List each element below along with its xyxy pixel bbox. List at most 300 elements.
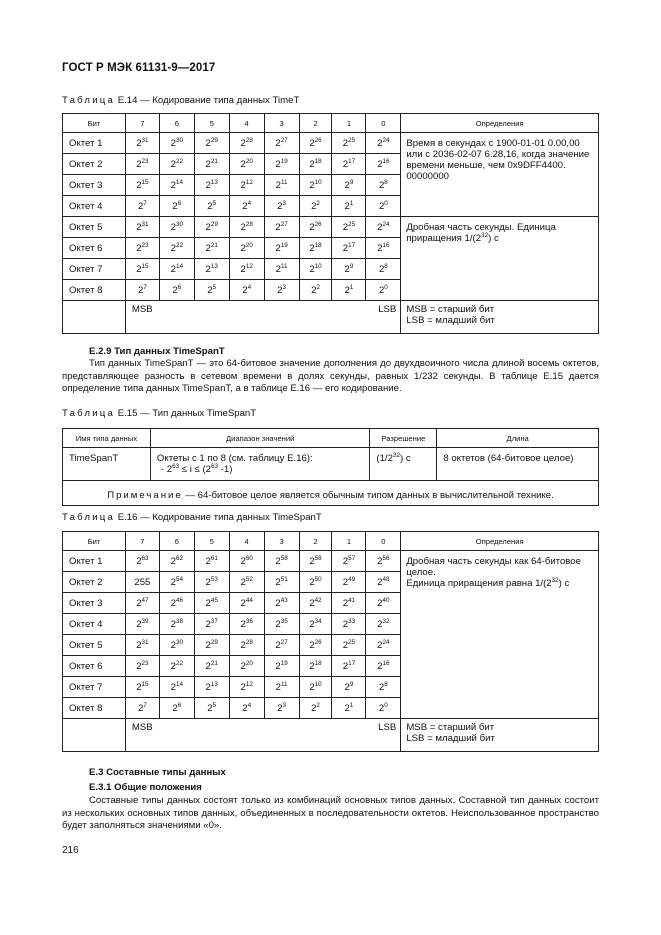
cell-value-range: [150, 448, 369, 481]
bit-weight-cell: $2^6$: [159, 698, 194, 719]
definition-text-increment: [406, 578, 595, 589]
bit-weight-cell: $2^9$: [332, 175, 366, 196]
bit-weight-exponent: 11: [280, 680, 288, 688]
bit-weight-exponent: 43: [280, 596, 288, 604]
bit-weight-cell: $2^{20}$: [229, 238, 264, 259]
table-e16: [62, 531, 599, 752]
column-header-bit-6: 6: [159, 532, 194, 551]
octet-label: Октет 5: [63, 635, 126, 656]
section-heading-e29: Е.2.9 Тип данных TimeSpanT: [89, 346, 225, 357]
table-e16-caption-prefix: Таблица: [62, 512, 116, 523]
column-header-bit: Бит: [63, 114, 126, 133]
bit-weight-cell: $2^9$: [332, 259, 366, 280]
bit-weight-exponent: 4: [247, 283, 252, 291]
bit-weight-exponent: 12: [245, 178, 253, 186]
table-e15-caption-prefix: Таблица: [62, 408, 116, 419]
octet-label: Октет 8: [63, 698, 126, 719]
octet-label: Октет 2: [63, 572, 126, 593]
bit-weight-exponent: 8: [384, 178, 388, 186]
column-header-bit-1: 1: [332, 532, 366, 551]
bit-weight-cell: $2^{19}$: [264, 154, 299, 175]
table-e14-caption: [62, 95, 299, 106]
bit-weight-cell: $2^{27}$: [264, 635, 299, 656]
table-e16-caption-text: Е.16 — Кодирование типа данных TimeSpanT: [117, 512, 322, 523]
bit-weight-exponent: 35: [280, 617, 288, 625]
bit-weight-cell: $2^{29}$: [194, 133, 229, 154]
bit-weight-exponent: 31: [141, 220, 149, 228]
bit-weight-exponent: 12: [245, 680, 253, 688]
column-header-bit-4: 4: [229, 114, 264, 133]
bit-weight-cell: $2^7$: [125, 196, 159, 217]
bit-weight-cell: $2^{19}$: [264, 238, 299, 259]
bit-weight-cell: $2^{63}$: [125, 551, 159, 572]
bit-weight-exponent: 33: [348, 617, 356, 625]
bit-weight-cell: $2^{17}$: [332, 656, 366, 677]
bit-weight-cell: $2^{24}$: [366, 635, 401, 656]
bit-weight-exponent: 20: [245, 659, 253, 667]
bit-weight-cell: $2^{18}$: [299, 656, 332, 677]
column-header-bit-0: 0: [366, 114, 401, 133]
definition-text: Время в секундах с 1900-01-01 0.00,00 или с 2036-02-07 6.28,16, когда значение времени меньше, чем 0x9DFF4400. 00000000: [406, 138, 590, 182]
column-header-value-range: Диапазон значений: [150, 429, 369, 448]
bit-weight-exponent: 62: [175, 554, 183, 562]
bit-weight-cell: $2^{57}$: [332, 551, 366, 572]
bit-weight-exponent: 9: [349, 178, 354, 186]
bit-weight-cell: $2^{49}$: [332, 572, 366, 593]
bit-weight-cell: $2^{45}$: [194, 593, 229, 614]
bit-weight-cell: $2^{46}$: [159, 593, 194, 614]
bit-weight-exponent: 4: [247, 199, 252, 207]
bit-weight-cell: $2^{20}$: [229, 656, 264, 677]
page-number: 216: [62, 845, 79, 856]
bit-weight-exponent: 58: [314, 554, 322, 562]
bit-weight-exponent: 7: [143, 701, 147, 709]
range-exponent-2: 63: [211, 463, 219, 470]
bit-weight-cell: $2^{36}$: [229, 614, 264, 635]
bit-weight-exponent: 29: [210, 136, 218, 144]
bit-weight-exponent: 14: [175, 680, 183, 688]
bit-weight-exponent: 42: [314, 596, 322, 604]
bit-weight-cell: $2^7$: [125, 280, 159, 301]
definition-part-a: Дробная часть секунды. Единица приращения 1/(2: [406, 222, 556, 244]
msb-label: MSB: [131, 304, 153, 315]
bit-weight-exponent: 61: [210, 554, 218, 562]
bit-weight-cell: $2^{43}$: [264, 593, 299, 614]
bit-weight-cell: $2^{16}$: [366, 154, 401, 175]
bit-weight-cell: $2^2$: [299, 280, 332, 301]
bit-weight-cell: $2^{15}$: [125, 175, 159, 196]
bit-weight-exponent: 3: [282, 701, 286, 709]
bit-weight-exponent: 39: [141, 617, 149, 625]
definition-part-a: Единица приращения равна 1/(2: [406, 578, 552, 589]
bit-weight-exponent: 16: [382, 241, 390, 249]
octet-label: Октет 4: [63, 614, 126, 635]
bit-weight-cell: $2^{60}$: [229, 551, 264, 572]
bit-weight-exponent: 22: [175, 659, 183, 667]
msb-lsb-cell: [125, 719, 400, 752]
column-header-bit-5: 5: [194, 532, 229, 551]
bit-weight-exponent: 28: [245, 136, 253, 144]
bit-weight-exponent: 27: [280, 136, 288, 144]
range-part-b: ≤ i ≤ (2: [179, 464, 211, 475]
bit-weight-cell: $2^3$: [264, 698, 299, 719]
octet-label: Октет 4: [63, 196, 126, 217]
bit-weight-cell: $2^{16}$: [366, 238, 401, 259]
bit-weight-cell: $2^{33}$: [332, 614, 366, 635]
bit-weight-exponent: 9: [349, 262, 354, 270]
bit-weight-cell: $2^{24}$: [366, 217, 401, 238]
bit-weight-cell: $2^{56}$: [366, 551, 401, 572]
table-e15-header-row: [63, 429, 599, 448]
range-exponent-1: 63: [172, 463, 180, 470]
cell-type-name: TimeSpanT: [63, 448, 151, 481]
bit-weight-exponent: 48: [382, 575, 390, 583]
bit-weight-exponent: 34: [314, 617, 322, 625]
value-range-line-2: [157, 464, 363, 475]
column-header-bit-6: 6: [159, 114, 194, 133]
bit-weight-exponent: 1: [349, 701, 354, 709]
bit-weight-cell: $2^1$: [332, 196, 366, 217]
bit-weight-cell: $2^{13}$: [194, 259, 229, 280]
bit-weight-cell: $2^7$: [125, 698, 159, 719]
bit-weight-exponent: 29: [210, 638, 218, 646]
bit-weight-cell: $2^1$: [332, 280, 366, 301]
bit-weight-cell: $2^8$: [366, 259, 401, 280]
bit-weight-exponent: 26: [314, 220, 322, 228]
bit-weight-cell: $2^{37}$: [194, 614, 229, 635]
bit-weight-cell: $2^2$: [299, 196, 332, 217]
bit-weight-exponent: 13: [210, 262, 218, 270]
column-header-bit-4: 4: [229, 532, 264, 551]
bit-weight-exponent: 19: [280, 241, 288, 249]
bit-weight-cell: $2^{39}$: [125, 614, 159, 635]
bit-weight-cell: $2^{28}$: [229, 635, 264, 656]
table-e14: [62, 113, 599, 334]
definition-cell: [401, 133, 599, 217]
bit-weight-exponent: 60: [245, 554, 253, 562]
definition-part-b: ) с: [558, 578, 570, 589]
bit-weight-cell: $2^{23}$: [125, 656, 159, 677]
bit-weight-cell: $2^{42}$: [299, 593, 332, 614]
bit-weight-exponent: 14: [175, 262, 183, 270]
table-row: [63, 448, 599, 481]
msb-lsb-definition: [401, 719, 599, 752]
bit-weight-cell: $2^{10}$: [299, 175, 332, 196]
bit-weight-cell: $2^{20}$: [229, 154, 264, 175]
bit-weight-cell: $2^{12}$: [229, 259, 264, 280]
bit-weight-cell: $2^{12}$: [229, 677, 264, 698]
bit-weight-exponent: 46: [175, 596, 183, 604]
bit-weight-cell: $2^{29}$: [194, 635, 229, 656]
column-header-bit-3: 3: [264, 532, 299, 551]
octet-label: Октет 6: [63, 656, 126, 677]
octet-label: Октет 1: [63, 551, 126, 572]
bit-weight-exponent: 30: [175, 220, 183, 228]
range-part-a: - 2: [160, 464, 173, 475]
bit-weight-cell: $2^{14}$: [159, 677, 194, 698]
table-e15: [62, 428, 599, 506]
octet-label: Октет 8: [63, 280, 126, 301]
bit-weight-cell: $2^5$: [194, 698, 229, 719]
bit-weight-exponent: 25: [348, 220, 356, 228]
bit-weight-exponent: 2: [316, 701, 320, 709]
bit-weight-exponent: 17: [348, 157, 356, 165]
bit-weight-cell: $2^{18}$: [299, 154, 332, 175]
bit-weight-cell: $2^{31}$: [125, 133, 159, 154]
column-header-bit-5: 5: [194, 114, 229, 133]
bit-weight-exponent: 5: [212, 199, 217, 207]
msb-definition: MSB = старший бит: [406, 722, 495, 733]
table-e14-body: [63, 133, 599, 334]
bit-weight-cell: $2^{13}$: [194, 175, 229, 196]
bit-weight-exponent: 9: [349, 680, 354, 688]
octet-label: Октет 7: [63, 259, 126, 280]
bit-weight-exponent: 25: [348, 136, 356, 144]
bit-weight-cell: $2^{27}$: [264, 217, 299, 238]
bit-weight-exponent: 30: [175, 136, 183, 144]
lsb-definition: LSB = младший бит: [406, 315, 495, 326]
bit-weight-cell: $2^{11}$: [264, 259, 299, 280]
bit-weight-exponent: 18: [314, 659, 322, 667]
bit-weight-exponent: 31: [141, 136, 149, 144]
note-text: — 64-битовое целое является обычным типом данных в вычислительной технике.: [182, 489, 554, 501]
bit-weight-exponent: 27: [280, 220, 288, 228]
resolution-part-b: ) с: [399, 453, 411, 464]
bit-weight-exponent: 1: [349, 283, 354, 291]
bit-weight-cell: $2^9$: [332, 677, 366, 698]
bit-weight-cell: $2^6$: [159, 196, 194, 217]
bit-weight-cell: $2^8$: [366, 677, 401, 698]
bit-weight-cell: $2^{38}$: [159, 614, 194, 635]
bit-weight-cell: $2^{24}$: [366, 133, 401, 154]
table-note-row: [63, 481, 599, 506]
column-header-bit-7: 7: [125, 532, 159, 551]
bit-weight-exponent: 53: [210, 575, 218, 583]
table-e14-caption-text: Е.14 — Кодирование типа данных TimeT: [117, 95, 300, 106]
bit-weight-cell: $2^{22}$: [159, 154, 194, 175]
bit-weight-cell: $2^{48}$: [366, 572, 401, 593]
empty-cell: [63, 301, 126, 334]
bit-weight-cell: $2^{52}$: [229, 572, 264, 593]
bit-weight-exponent: 54: [175, 575, 183, 583]
bit-weight-exponent: 28: [245, 220, 253, 228]
bit-weight-exponent: 21: [210, 157, 218, 165]
bit-weight-cell: $2^{21}$: [194, 238, 229, 259]
bit-weight-exponent: 18: [314, 157, 322, 165]
bit-weight-cell: $2^{40}$: [366, 593, 401, 614]
bit-weight-cell: $2^{35}$: [264, 614, 299, 635]
bit-weight-exponent: 1: [349, 199, 354, 207]
table-row: [63, 551, 599, 572]
bit-weight-cell: $2^{23}$: [125, 154, 159, 175]
resolution-exponent: 32: [392, 452, 400, 459]
bit-weight-exponent: 11: [280, 262, 288, 270]
bit-weight-exponent: 0: [384, 701, 388, 709]
bit-weight-cell: $2^3$: [264, 196, 299, 217]
bit-weight-exponent: 45: [210, 596, 218, 604]
table-e15-note: [63, 481, 599, 506]
bit-weight-cell: $2^{21}$: [194, 656, 229, 677]
lsb-label: LSB: [378, 304, 397, 315]
bit-weight-exponent: 29: [210, 220, 218, 228]
bit-weight-cell: $2^4$: [229, 196, 264, 217]
bit-weight-cell: $2^{34}$: [299, 614, 332, 635]
octet-label: Октет 3: [63, 175, 126, 196]
bit-weight-exponent: 20: [245, 241, 253, 249]
bit-weight-exponent: 20: [245, 157, 253, 165]
definition-cell: [401, 217, 599, 301]
table-row: [63, 133, 599, 154]
bit-weight-exponent: 19: [280, 157, 288, 165]
bit-weight-cell: $2^{26}$: [299, 635, 332, 656]
bit-weight-exponent: 49: [348, 575, 356, 583]
bit-weight-exponent: 58: [280, 554, 288, 562]
section-e3-text: Составные типы данных состоят только из комбинаций основных типов данных. Составной тип данных состоит из нескольких основных типов данных, объединенных в последовательности октетов. Неиспользованное пространство будет заполняться значениями «0».: [62, 795, 599, 831]
bit-weight-exponent: 50: [314, 575, 322, 583]
bit-weight-exponent: 21: [210, 659, 218, 667]
column-header-bit-7: 7: [125, 114, 159, 133]
column-header-bit-2: 2: [299, 114, 332, 133]
table-e14-header-row: [63, 114, 599, 133]
bit-weight-exponent: 28: [245, 638, 253, 646]
bit-weight-cell: $2^4$: [229, 280, 264, 301]
resolution-part-a: (1/2: [376, 453, 393, 464]
bit-weight-exponent: 41: [348, 596, 356, 604]
bit-weight-cell: $2^{11}$: [264, 175, 299, 196]
octet-label: Октет 7: [63, 677, 126, 698]
bit-weight-cell: $2^{11}$: [264, 677, 299, 698]
bit-weight-exponent: 51: [280, 575, 288, 583]
bit-weight-exponent: 2: [316, 283, 320, 291]
bit-weight-cell: $2^{10}$: [299, 677, 332, 698]
bit-weight-cell: $2^{28}$: [229, 217, 264, 238]
column-header-definitions: Определения: [401, 114, 599, 133]
column-header-resolution: Разрешение: [370, 429, 437, 448]
bit-weight-exponent: 17: [348, 659, 356, 667]
bit-weight-cell: $2^4$: [229, 698, 264, 719]
bit-weight-cell: $2^{58}$: [299, 551, 332, 572]
bit-weight-exponent: 2: [316, 199, 320, 207]
bit-weight-cell: $2^0$: [366, 196, 401, 217]
bit-weight-exponent: 3: [282, 283, 286, 291]
bit-weight-cell: $2^6$: [159, 280, 194, 301]
bit-weight-exponent: 56: [382, 554, 390, 562]
bit-weight-cell: $2^{25}$: [332, 217, 366, 238]
bit-weight-exponent: 12: [245, 262, 253, 270]
definition-cell: [401, 551, 599, 719]
bit-weight-exponent: 30: [175, 638, 183, 646]
bit-weight-exponent: 10: [314, 178, 322, 186]
bit-weight-exponent: 26: [314, 638, 322, 646]
bit-weight-cell: $2^{53}$: [194, 572, 229, 593]
bit-weight-cell: $2^0$: [366, 698, 401, 719]
bit-weight-cell: $2^{17}$: [332, 238, 366, 259]
msb-label: MSB: [131, 722, 153, 733]
bit-weight-exponent: 32: [382, 617, 390, 625]
bit-weight-cell: $2^{19}$: [264, 656, 299, 677]
bit-weight-cell: $2^{27}$: [264, 133, 299, 154]
cell-resolution: [370, 448, 437, 481]
bit-weight-cell: $2^{41}$: [332, 593, 366, 614]
bit-weight-exponent: 63: [141, 554, 149, 562]
bit-weight-exponent: 7: [143, 283, 147, 291]
bit-weight-exponent: 31: [141, 638, 149, 646]
bit-weight-cell: $2^{30}$: [159, 217, 194, 238]
bit-weight-cell: $2^{22}$: [159, 656, 194, 677]
section-heading-e31: Е.3.1 Общие положения: [89, 782, 202, 793]
bit-weight-exponent: 13: [210, 178, 218, 186]
bit-weight-exponent: 13: [210, 680, 218, 688]
bit-weight-cell: $2^{15}$: [125, 677, 159, 698]
lsb-definition: LSB = младший бит: [406, 733, 495, 744]
bit-weight-exponent: 26: [314, 136, 322, 144]
column-header-length: Длина: [437, 429, 599, 448]
octet-label: Октет 1: [63, 133, 126, 154]
bit-weight-exponent: 37: [210, 617, 218, 625]
bit-weight-exponent: 19: [280, 659, 288, 667]
bit-weight-cell: $2^{14}$: [159, 259, 194, 280]
msb-lsb-row: [63, 719, 599, 752]
column-header-bit-3: 3: [264, 114, 299, 133]
bit-weight-cell: $2^8$: [366, 175, 401, 196]
bit-weight-exponent: 44: [245, 596, 253, 604]
bit-weight-cell: $2^{30}$: [159, 635, 194, 656]
bit-weight-cell: $2^{15}$: [125, 259, 159, 280]
bit-weight-cell: $2^{14}$: [159, 175, 194, 196]
section-e3-paragraph: [62, 795, 599, 833]
bit-weight-cell: $2^2$: [299, 698, 332, 719]
bit-weight-exponent: 22: [175, 157, 183, 165]
bit-weight-cell: $2^{13}$: [194, 677, 229, 698]
bit-weight-cell: $2^{58}$: [264, 551, 299, 572]
bit-weight-exponent: 10: [314, 262, 322, 270]
bit-weight-exponent: 14: [175, 178, 183, 186]
bit-weight-cell: $2^{12}$: [229, 175, 264, 196]
bit-weight-exponent: 23: [141, 157, 149, 165]
definition-part-b: ) с: [488, 233, 499, 244]
bit-weight-exponent: 18: [314, 241, 322, 249]
bit-weight-exponent: 24: [382, 220, 390, 228]
definition-exponent: 32: [551, 577, 559, 584]
table-e14-caption-prefix: Таблица: [62, 95, 116, 106]
octet-label: Октет 3: [63, 593, 126, 614]
note-label: Примечание: [107, 489, 183, 501]
bit-weight-cell: $2^{26}$: [299, 217, 332, 238]
bit-weight-exponent: 27: [280, 638, 288, 646]
bit-weight-cell: [125, 572, 159, 593]
bit-weight-exponent: 8: [384, 262, 388, 270]
section-heading-e3: Е.3 Составные типы данных: [89, 767, 226, 778]
bit-weight-cell: $2^{23}$: [125, 238, 159, 259]
bit-weight-cell: $2^{30}$: [159, 133, 194, 154]
bit-weight-exponent: 3: [282, 199, 286, 207]
bit-weight-exponent: 23: [141, 659, 149, 667]
bit-weight-cell: $2^{22}$: [159, 238, 194, 259]
bit-weight-exponent: 17: [348, 241, 356, 249]
table-e16-body: [63, 551, 599, 752]
bit-weight-cell: $2^{26}$: [299, 133, 332, 154]
table-e16-header-row: [63, 532, 599, 551]
bit-weight-exponent: 36: [245, 617, 253, 625]
bit-weight-exponent: 57: [348, 554, 356, 562]
bit-weight-exponent: 21: [210, 241, 218, 249]
bit-weight-exponent: 4: [247, 701, 252, 709]
msb-lsb-cell: [125, 301, 400, 334]
msb-lsb-definition: [401, 301, 599, 334]
column-header-bit-0: 0: [366, 532, 401, 551]
bit-weight-exponent: 15: [141, 178, 149, 186]
bit-weight-exponent: 16: [382, 157, 390, 165]
